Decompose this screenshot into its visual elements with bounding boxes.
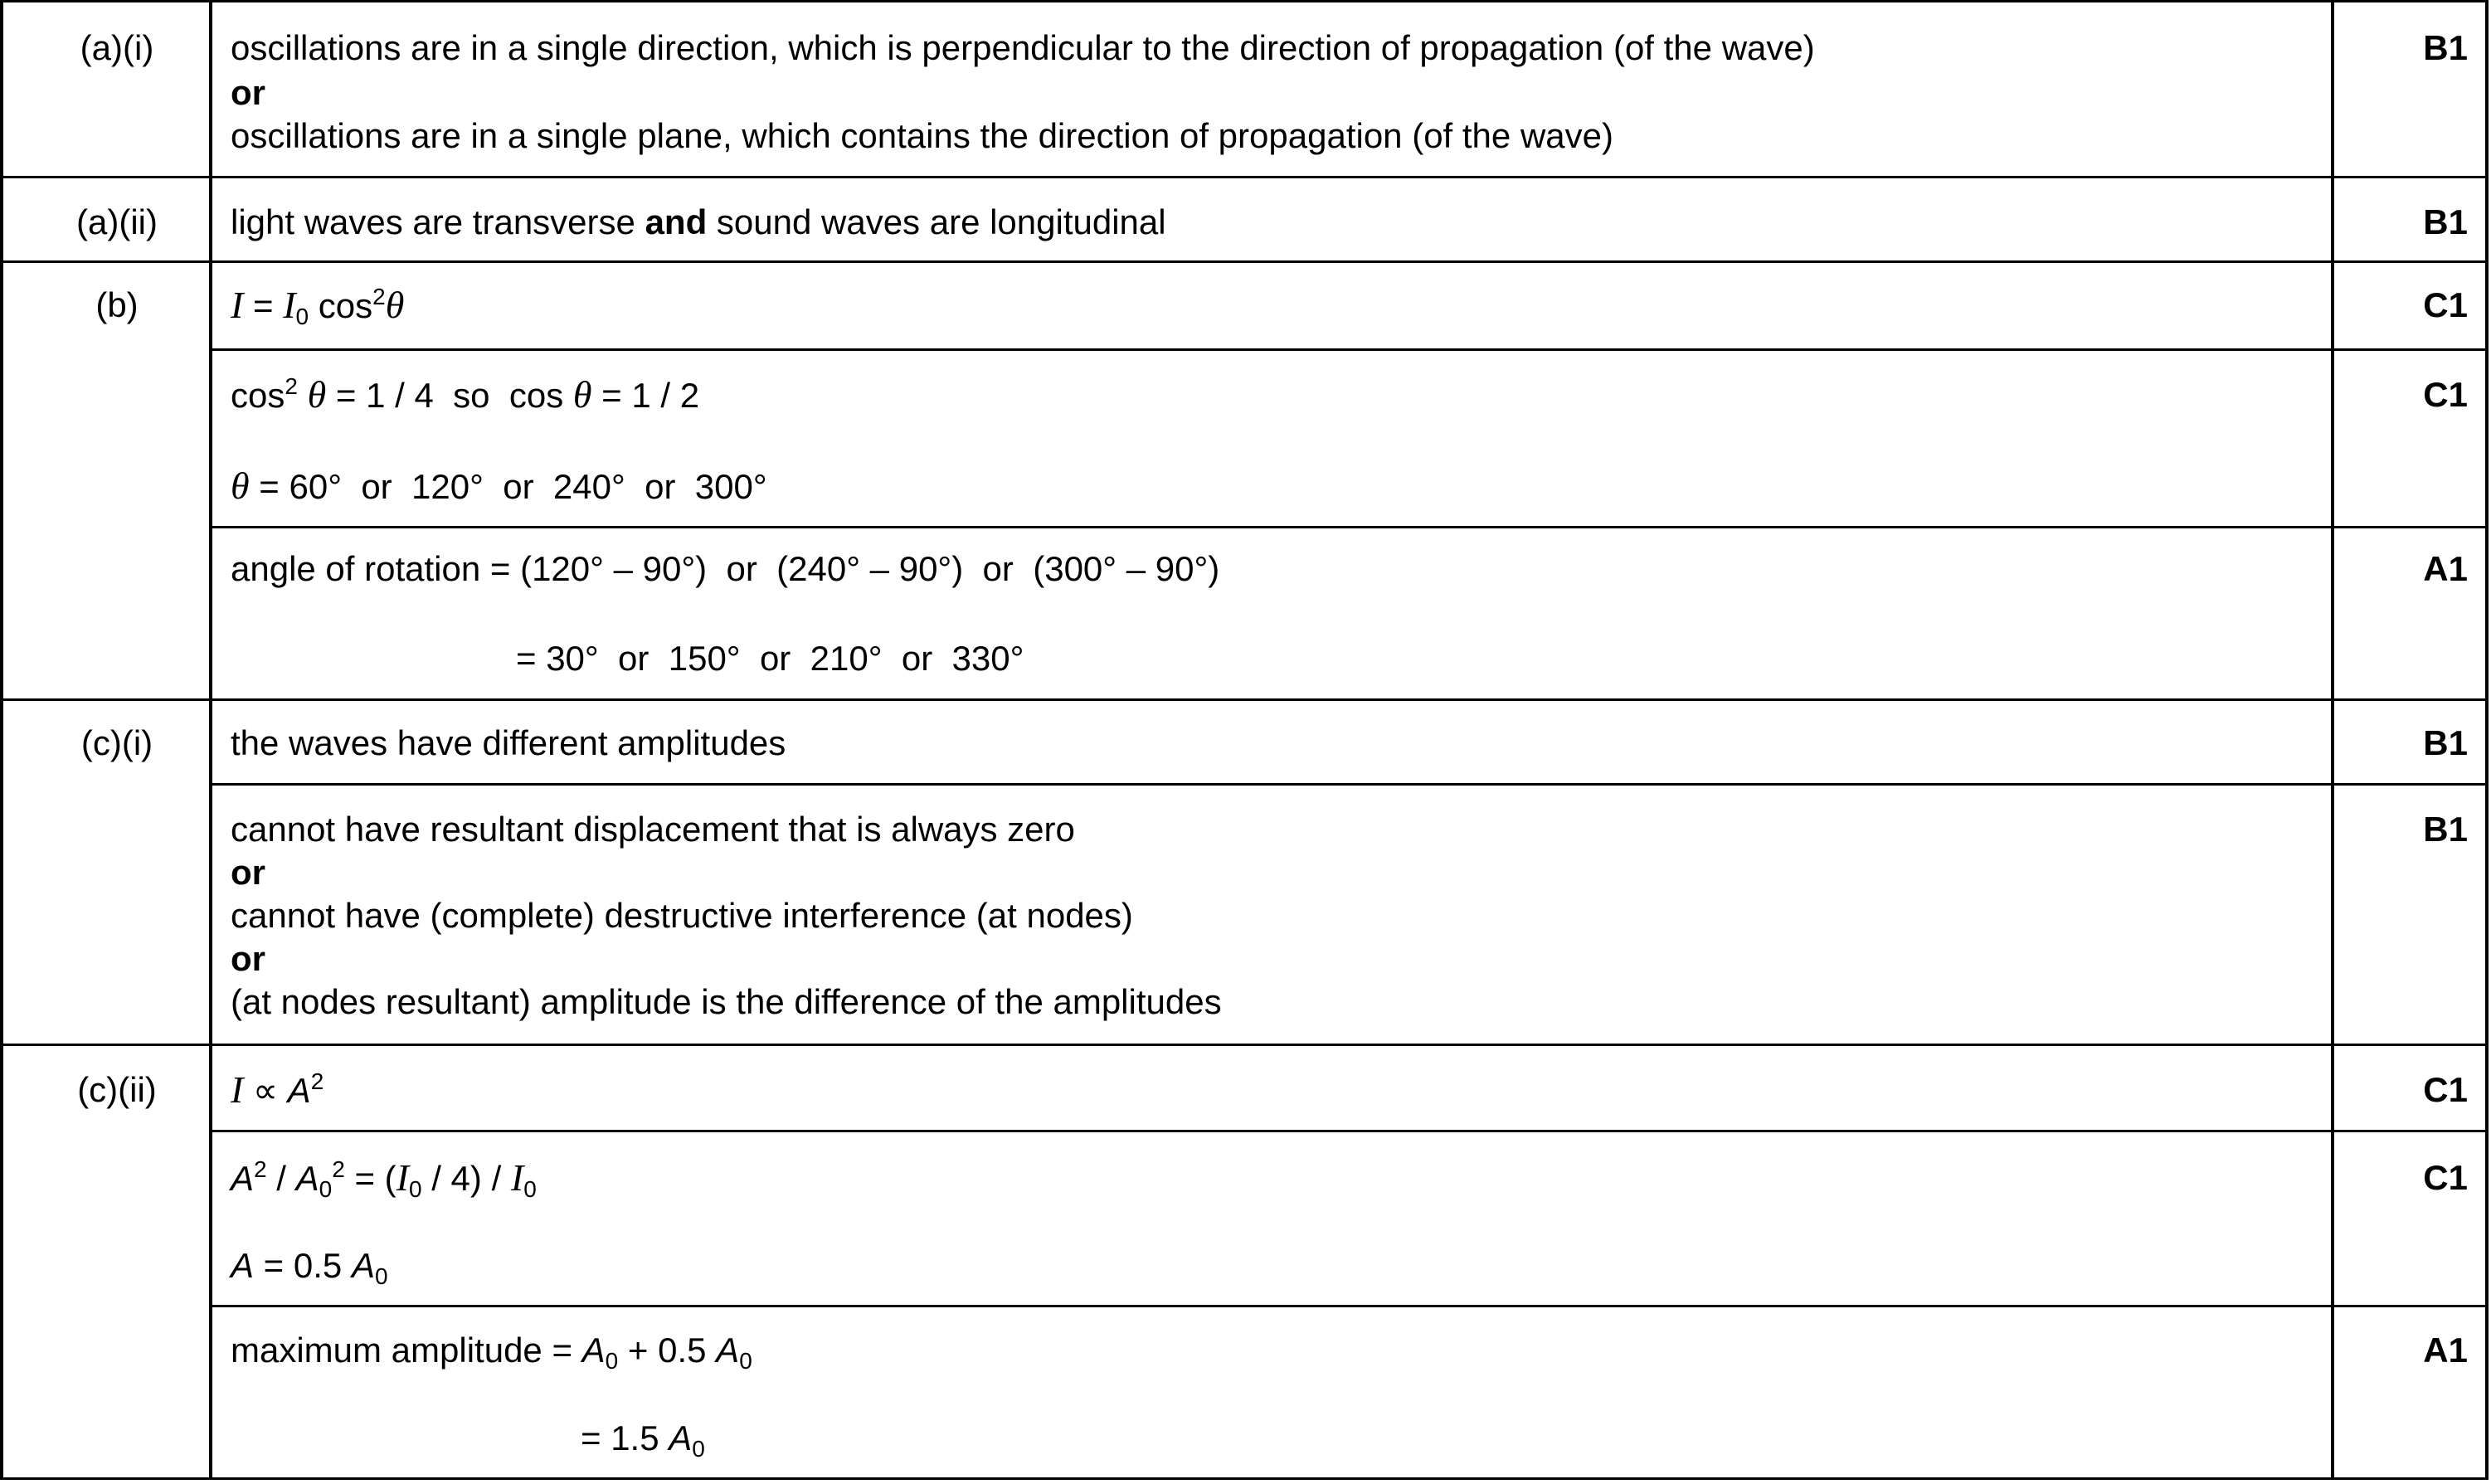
formula-max-amplitude-result: = 1.5 $A_0$ — [581, 1418, 705, 1462]
formula-amplitude-ratio: $A^2 / A_0^2 = (I_0 / 4) / I_0$ — [231, 1156, 537, 1202]
question-number: (c)(i) — [80, 723, 153, 762]
mark-code: B1 — [2423, 723, 2468, 762]
formula-amplitude-value: A = 0.5 $A_0$ — [231, 1246, 388, 1289]
answer-line: cannot have (complete) destructive interference (at nodes) — [231, 896, 1133, 935]
mark-code: B1 — [2423, 202, 2468, 241]
formula-intensity-proportional: $I \propto A^2$ — [231, 1068, 324, 1111]
question-number: (a)(i) — [80, 28, 154, 67]
mark-code: A1 — [2423, 1331, 2468, 1370]
formula-max-amplitude: maximum amplitude = $A_0 + 0.5$ $A_0$ — [231, 1331, 752, 1374]
answer-bold-and: and — [645, 202, 708, 241]
answer-line: angle of rotation = (120° – 90°) or (240° – 90°) or (300° – 90°) — [231, 549, 1220, 588]
column-divider-mark — [2331, 0, 2334, 1480]
answer-line — [231, 202, 1166, 242]
subrow-divider — [209, 526, 2489, 528]
question-number: (b) — [95, 285, 139, 324]
table-border-right — [2485, 0, 2489, 1480]
answer-text: light waves are transverse — [231, 202, 635, 241]
answer-line: oscillations are in a single direction, which is perpendicular to the direction of propagation (of the wave) — [231, 28, 1815, 67]
answer-or: or — [231, 73, 265, 112]
subrow-divider — [209, 348, 2489, 351]
answer-or: or — [231, 853, 265, 892]
mark-code: C1 — [2423, 285, 2468, 324]
table-border-bottom — [0, 1477, 2489, 1480]
subrow-divider — [209, 1130, 2489, 1132]
subrow-divider — [209, 1305, 2489, 1307]
row-divider — [0, 176, 2489, 178]
mark-code: A1 — [2423, 549, 2468, 588]
answer-line: oscillations are in a single plane, which contains the direction of propagation (of the wave) — [231, 116, 1613, 155]
row-divider — [0, 698, 2489, 701]
answer-or: or — [231, 939, 265, 978]
formula-malus-law: $I = I_0$ $\cos^2\theta$ — [231, 284, 405, 329]
subrow-divider — [209, 783, 2489, 786]
table-border-top — [0, 0, 2489, 2]
row-divider — [0, 1044, 2489, 1046]
mark-code: C1 — [2423, 1158, 2468, 1197]
mark-code: C1 — [2423, 375, 2468, 414]
answer-line: $\cos^2 \theta = 1 / 4$ so cos θ = 1 / 2 — [231, 373, 700, 416]
answer-line: cannot have resultant displacement that is always zero — [231, 810, 1075, 849]
answer-line: (at nodes resultant) amplitude is the difference of the amplitudes — [231, 982, 1222, 1021]
mark-code: B1 — [2423, 28, 2468, 67]
answer-line: θ = 60° or 120° or 240° or 300° — [231, 465, 767, 507]
answer-line: = 30° or 150° or 210° or 330° — [516, 639, 1024, 678]
question-number: (c)(ii) — [77, 1070, 157, 1109]
table-border-left — [0, 0, 3, 1480]
row-divider — [0, 260, 2489, 263]
mark-code: C1 — [2423, 1070, 2468, 1109]
answer-line: the waves have different amplitudes — [231, 723, 786, 762]
answer-text: sound waves are longitudinal — [716, 202, 1166, 241]
mark-code: B1 — [2423, 810, 2468, 849]
question-number: (a)(ii) — [76, 202, 158, 241]
